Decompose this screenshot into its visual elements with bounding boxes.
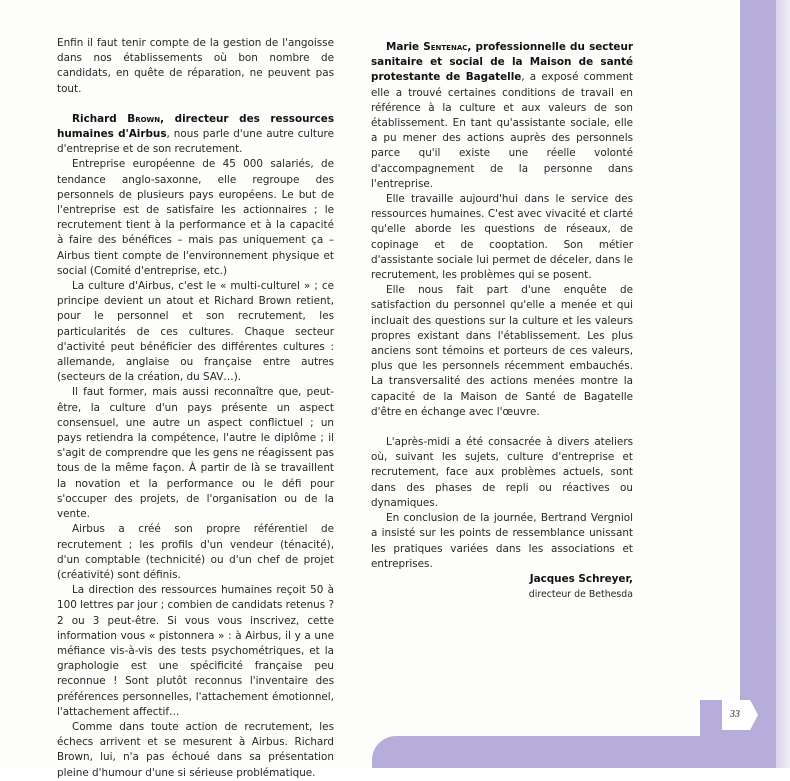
decorative-band-bottom [372, 736, 784, 768]
paragraph: Il faut former, mais aussi reconnaître que, peut-être, la culture d'un pays présente un aspect consensuel, une autre un aspect conflictuel ; un pays retiendra la compétence, l'autre le diplôme ; il s'agit de comprendre que les gens ne réagissent pas tous de la même façon. À partir de là se travaillent la novation et la performance ou le défi pour s'occuper des projets, de l'organisation ou de la vente. [57, 386, 334, 521]
signature-role: directeur de Bethesda [528, 589, 633, 601]
paragraph-marie-sentenac: Marie Sentenac, professionnelle du secteur sanitaire et social de la Maison de santé protestante de Bagatelle, a exposé comment elle a trouvé certaines conditions de travail en référence à la culture et aux valeurs de son établissement. En tant qu'assistante sociale, elle a pu mener des actions auprès des personnels parce qu'il existe une réelle volonté d'accompagnement de la personne dans l'entreprise. [371, 41, 634, 190]
page-gutter [776, 0, 790, 768]
paragraph: Elle nous fait part d'une enquête de satisfaction du personnel qu'elle a menée et qui incluait des questions sur la culture et les valeurs propres existant dans l'établissement. Les plus anciens sont témoins et porteurs de ces valeurs, plus que les personnels récemment embauchés. La transversalité des actions menées montre la capacité de la Maison de Santé de Bagatelle d'être en échange avec l'œuvre. [371, 284, 633, 418]
signature-name: Jacques Schreyer, [529, 572, 633, 585]
paragraph: Comme dans toute action de recrutement, les échecs arrivent et se mesurent à Airbus. Richard Brown, lui, n'a pas échoué dans sa présentation pleine d'humour d'une si sérieuse problématique. [57, 720, 334, 779]
paragraph: Airbus a créé son propre référentiel de recrutement ; les profils d'un vendeur (ténacité), d'un comptable (technicité) ou d'un chef de projet (créativité) sont définis. [57, 523, 334, 581]
paragraph-richard-brown: Richard Brown, directeur des ressources humaines d'Airbus, nous parle d'une autre culture d'entreprise et de son recrutement. [57, 112, 334, 156]
left-column [57, 36, 334, 781]
speaker-name: Richard Brown, directeur des ressources humaines d'Airbus [57, 112, 334, 141]
paragraph: Entreprise européenne de 45 000 salariés, de tendance anglo-saxonne, elle regroupe des personnels de plusieurs pays européens. Le but de l'entreprise est de satisfaire les actionnaires ; le recrutement tient à la performance et à la capacité à faire des bénéfices – mais pas uniquement ça – Airbus tient compte de l'environnement physique et social (Comité d'entreprise, etc.) [57, 158, 334, 277]
right-column [371, 40, 633, 602]
paragraph: La direction des ressources humaines reçoit 50 à 100 lettres par jour ; combien de candidats retenus ? 2 ou 3 peut-être. Si vous vous inscrivez, cette information vous « pistonnera » : à Airbus, il y a une méfiance vis-à-vis des tests psychométriques, et la graphologie est une spécificité française peu reconnue ! Sont plutôt reconnus l'inventaire des préférences personnelles, l'attachement émotionnel, l'attachement affectif… [57, 584, 334, 718]
page-number: 33 [730, 709, 740, 720]
paragraph: Elle travaille aujourd'hui dans le service des ressources humaines. C'est avec vivacité et clarté qu'elle aborde les questions de réseaux, de copinage et de cooptation. Son métier d'assistante sociale lui permet de déceler, dans le recrutement, les problèmes qui se posent. [371, 193, 633, 282]
paragraph: La culture d'Airbus, c'est le « multi-culturel » ; ce principe devient un atout et Richard Brown retient, pour le personnel et son recrutement, les particularités de ces cultures. Chaque secteur d'activité peut bénéficier des différentes cultures : allemande, anglaise ou française entre autres (secteurs de la création, du SAV…). [57, 280, 334, 384]
paragraph: En conclusion de la journée, Bertrand Vergniol a insisté sur les points de ressemblance unissant les pratiques variées dans les associations et entreprises. [371, 512, 633, 570]
speaker-name: Marie Sentenac, professionnelle du secteur sanitaire et social de la Maison de santé protestante de Bagatelle [371, 41, 633, 84]
paragraph: L'après-midi a été consacrée à divers ateliers où, suivant les sujets, culture d'entreprise et recrutement, face aux problèmes actuels, sont dans des phases de repli ou réactives ou dynamiques. [371, 436, 633, 509]
paragraph: Enfin il faut tenir compte de la gestion de l'angoisse dans nos établissements où bon nombre de candidats, en quête de réparation, ne peuvent pas tout. [57, 37, 334, 95]
